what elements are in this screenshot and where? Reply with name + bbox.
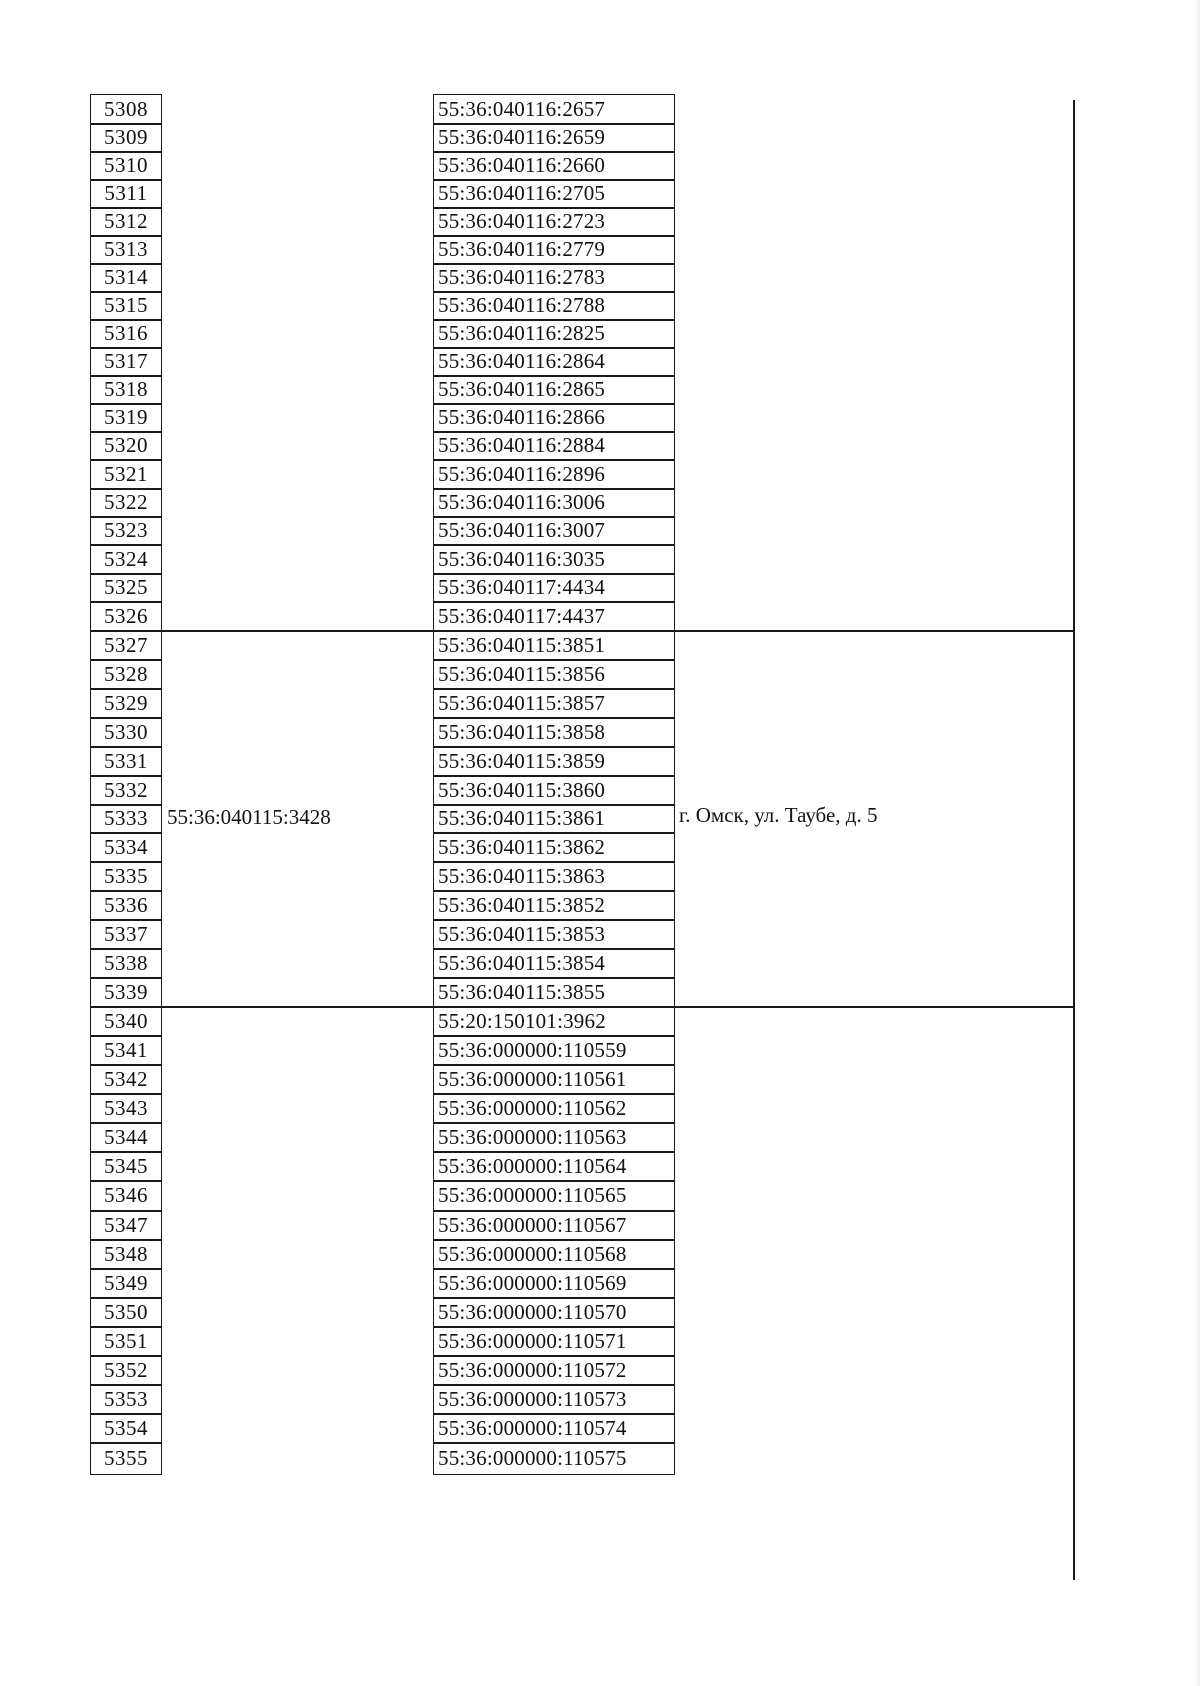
row-number-cell: 5311 [90, 179, 162, 209]
row-number-cell: 5326 [90, 601, 162, 632]
row-number-cell: 5352 [90, 1355, 162, 1386]
cadastral-number-cell: 55:36:040116:3007 [433, 516, 675, 546]
cadastral-number-cell: 55:36:000000:110561 [433, 1064, 675, 1095]
cadastral-number-cell: 55:36:040116:2660 [433, 151, 675, 181]
cadastral-number-cell: 55:36:040115:3855 [433, 977, 675, 1008]
group-separator-line [675, 630, 1073, 632]
row-number-cell: 5327 [90, 630, 162, 661]
cadastral-number-cell: 55:36:040115:3858 [433, 717, 675, 748]
cadastral-number-cell: 55:36:040116:2825 [433, 319, 675, 349]
row-number-cell: 5338 [90, 948, 162, 979]
row-number-cell: 5329 [90, 688, 162, 719]
row-number-cell: 5328 [90, 659, 162, 690]
cadastral-number-cell: 55:36:000000:110567 [433, 1210, 675, 1241]
row-number-cell: 5342 [90, 1064, 162, 1095]
row-number-cell: 5333 [90, 804, 162, 834]
cadastral-number-cell: 55:36:040117:4434 [433, 573, 675, 603]
row-number-cell: 5354 [90, 1413, 162, 1444]
row-number-cell: 5325 [90, 573, 162, 603]
cadastral-number-cell: 55:36:040116:2864 [433, 347, 675, 377]
parcel-cadastral-number: 55:36:040115:3428 [167, 805, 331, 829]
cadastral-number-cell: 55:36:040115:3860 [433, 775, 675, 806]
row-number-cell: 5337 [90, 919, 162, 950]
cadastral-number-cell: 55:36:040116:2705 [433, 179, 675, 209]
row-number-cell: 5334 [90, 832, 162, 863]
table-right-border [1073, 100, 1075, 1580]
row-number-cell: 5320 [90, 431, 162, 461]
row-number-cell: 5347 [90, 1210, 162, 1241]
row-number-cell: 5315 [90, 291, 162, 321]
row-number-cell: 5331 [90, 746, 162, 777]
row-number-cell: 5351 [90, 1326, 162, 1357]
row-number-cell: 5317 [90, 347, 162, 377]
cadastral-number-cell: 55:36:040115:3856 [433, 659, 675, 690]
row-number-cell: 5309 [90, 123, 162, 153]
cadastral-number-cell: 55:36:040116:2657 [433, 94, 675, 125]
row-number-cell: 5339 [90, 977, 162, 1008]
cadastral-number-cell: 55:36:040115:3862 [433, 832, 675, 863]
cadastral-number-cell: 55:36:040115:3859 [433, 746, 675, 777]
row-number-cell: 5313 [90, 235, 162, 265]
cadastral-number-cell: 55:36:040116:2896 [433, 459, 675, 490]
row-number-cell: 5332 [90, 775, 162, 806]
cadastral-number-cell: 55:36:000000:110562 [433, 1093, 675, 1124]
cadastral-number-cell: 55:36:040115:3852 [433, 890, 675, 921]
cadastral-number-cell: 55:36:000000:110575 [433, 1442, 675, 1475]
row-number-cell: 5319 [90, 403, 162, 433]
cadastral-number-cell: 55:36:040116:2779 [433, 235, 675, 265]
cadastral-number-cell: 55:36:040116:3035 [433, 544, 675, 575]
row-number-cell: 5308 [90, 94, 162, 125]
cadastral-number-cell: 55:36:040116:2783 [433, 263, 675, 293]
cadastral-number-cell: 55:36:040116:2723 [433, 207, 675, 237]
cadastral-number-cell: 55:36:040116:2788 [433, 291, 675, 321]
cadastral-number-cell: 55:36:040115:3861 [433, 804, 675, 834]
row-number-cell: 5350 [90, 1297, 162, 1328]
group-separator-line [162, 1006, 433, 1008]
cadastral-number-cell: 55:36:040116:2866 [433, 403, 675, 433]
cadastral-number-cell: 55:36:040117:4437 [433, 601, 675, 632]
row-number-cell: 5330 [90, 717, 162, 748]
row-number-cell: 5336 [90, 890, 162, 921]
row-number-cell: 5346 [90, 1180, 162, 1212]
cadastral-number-cell: 55:36:040116:2884 [433, 431, 675, 461]
scan-edge [1194, 0, 1200, 1686]
row-number-cell: 5348 [90, 1239, 162, 1270]
cadastral-number-cell: 55:36:000000:110574 [433, 1413, 675, 1444]
cadastral-number-cell: 55:36:040115:3857 [433, 688, 675, 719]
row-number-cell: 5353 [90, 1384, 162, 1415]
row-number-cell: 5310 [90, 151, 162, 181]
cadastral-number-cell: 55:36:040115:3863 [433, 861, 675, 892]
cadastral-number-cell: 55:36:040116:2659 [433, 123, 675, 153]
cadastral-number-cell: 55:36:000000:110569 [433, 1268, 675, 1299]
address-text: г. Омск, ул. Таубе, д. 5 [679, 803, 878, 827]
row-number-cell: 5349 [90, 1268, 162, 1299]
cadastral-number-cell: 55:36:040115:3851 [433, 630, 675, 661]
cadastral-number-cell: 55:36:040115:3853 [433, 919, 675, 950]
group-separator-line [162, 630, 433, 632]
cadastral-number-cell: 55:36:000000:110570 [433, 1297, 675, 1328]
row-number-cell: 5340 [90, 1006, 162, 1037]
row-number-cell: 5321 [90, 459, 162, 490]
cadastral-number-cell: 55:36:000000:110568 [433, 1239, 675, 1270]
row-number-cell: 5355 [90, 1442, 162, 1475]
cadastral-number-cell: 55:36:000000:110572 [433, 1355, 675, 1386]
row-number-cell: 5341 [90, 1035, 162, 1066]
cadastral-number-cell: 55:36:000000:110573 [433, 1384, 675, 1415]
row-number-cell: 5316 [90, 319, 162, 349]
cadastral-number-cell: 55:36:000000:110565 [433, 1180, 675, 1212]
row-number-cell: 5312 [90, 207, 162, 237]
row-number-cell: 5344 [90, 1122, 162, 1153]
cadastral-number-cell: 55:36:000000:110564 [433, 1151, 675, 1182]
row-number-cell: 5345 [90, 1151, 162, 1182]
row-number-cell: 5323 [90, 516, 162, 546]
row-number-cell: 5322 [90, 488, 162, 518]
row-number-cell: 5324 [90, 544, 162, 575]
cadastral-number-cell: 55:36:000000:110563 [433, 1122, 675, 1153]
row-number-cell: 5343 [90, 1093, 162, 1124]
cadastral-number-cell: 55:36:040116:2865 [433, 375, 675, 405]
cadastral-number-cell: 55:36:040115:3854 [433, 948, 675, 979]
row-number-cell: 5314 [90, 263, 162, 293]
cadastral-number-cell: 55:20:150101:3962 [433, 1006, 675, 1037]
cadastral-number-cell: 55:36:000000:110571 [433, 1326, 675, 1357]
row-number-cell: 5335 [90, 861, 162, 892]
group-separator-line [675, 1006, 1073, 1008]
row-number-cell: 5318 [90, 375, 162, 405]
cadastral-number-cell: 55:36:040116:3006 [433, 488, 675, 518]
cadastral-number-cell: 55:36:000000:110559 [433, 1035, 675, 1066]
